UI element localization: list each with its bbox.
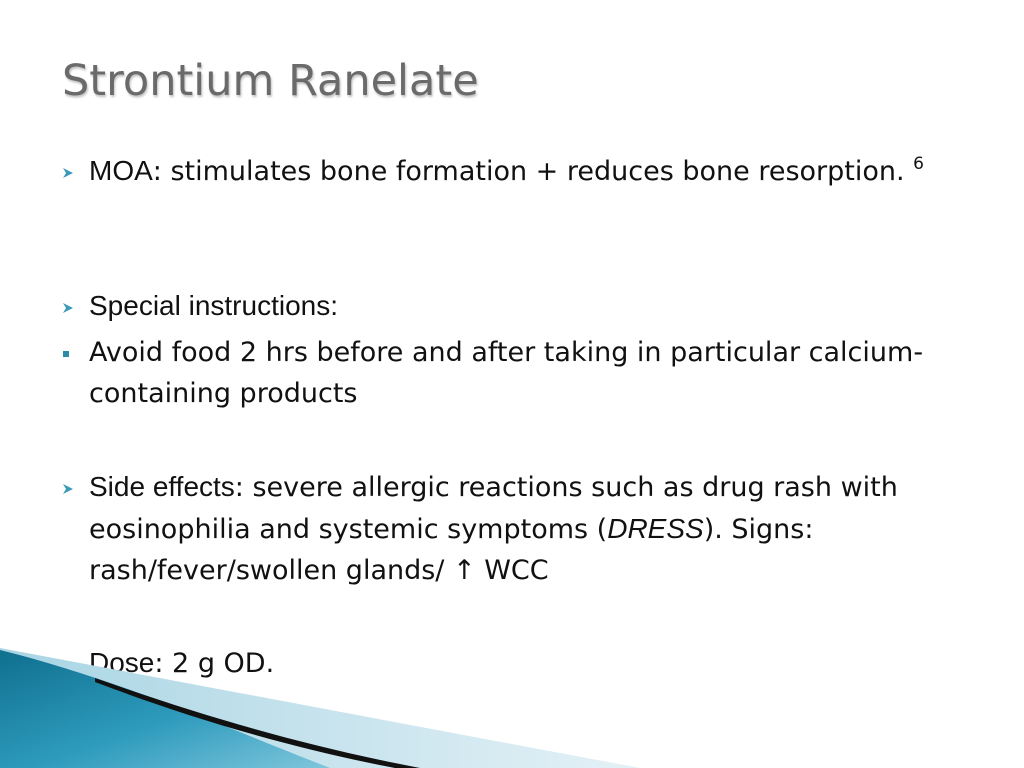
arrow-bullet-icon — [62, 285, 82, 326]
slide-title: Strontium Ranelate — [62, 56, 479, 106]
square-bullet-icon — [62, 332, 82, 373]
dose-text: : 2 g OD. — [154, 648, 275, 679]
moa-label: MOA — [89, 155, 153, 186]
side-effects-text-2: ). Signs: rash/fever/swollen glands/ ↑ WCC — [89, 514, 814, 586]
decorative-swoosh — [0, 640, 640, 768]
dress-abbreviation: DRESS — [607, 513, 704, 544]
bullet-item-side-effects — [62, 466, 942, 591]
bullet-item-special-instructions — [62, 285, 942, 327]
bullet-text-side-effects — [89, 466, 942, 591]
side-effects-text-1: : severe allergic reactions such as drug rash with eosinophilia and systemic symptoms ( — [89, 472, 898, 545]
side-effects-label: Side effects — [89, 471, 235, 502]
arrow-bullet-icon — [62, 466, 82, 507]
special-label: Special instructions: — [89, 290, 339, 321]
bullet-item-moa — [62, 150, 942, 192]
moa-text: : stimulates bone formation + reduces bone resorption. — [152, 156, 905, 187]
bullet-text-special — [89, 285, 942, 327]
sub-item-avoid-food — [62, 332, 942, 414]
arrow-bullet-icon — [62, 150, 82, 191]
moa-reference: 6 — [913, 154, 924, 174]
sub-item-text: Avoid food 2 hrs before and after taking in particular calcium- containing products — [89, 337, 924, 409]
dose-label: Dose — [89, 647, 155, 678]
bullet-text-moa — [89, 150, 942, 192]
